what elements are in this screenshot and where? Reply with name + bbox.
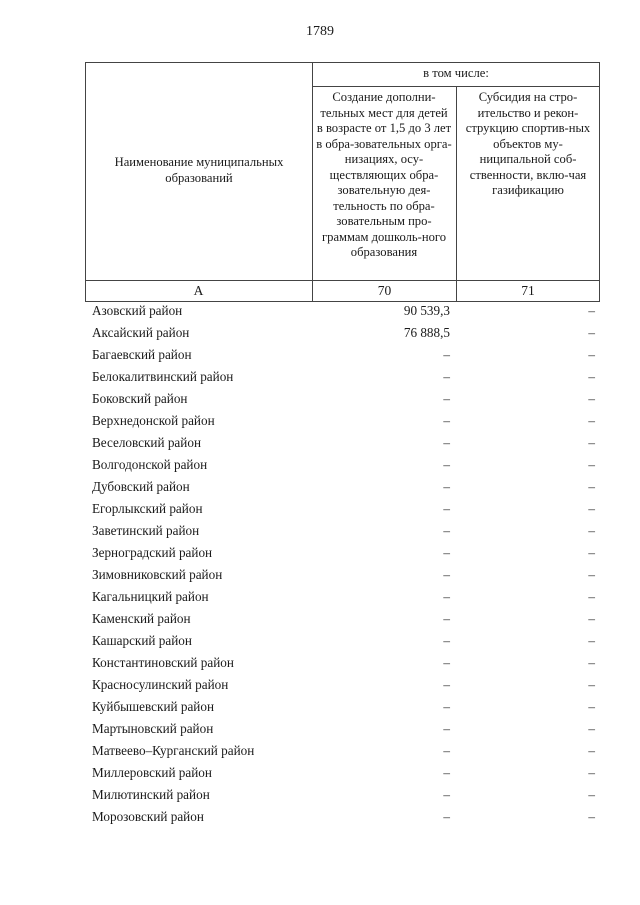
row-value-71: – bbox=[588, 523, 595, 538]
row-name: Каменский район bbox=[92, 611, 191, 626]
table-row bbox=[0, 435, 640, 457]
row-name: Дубовский район bbox=[92, 479, 190, 494]
index-70: 70 bbox=[377, 283, 392, 298]
row-value-70: – bbox=[443, 435, 450, 450]
header-divider-col2 bbox=[456, 86, 457, 302]
row-name: Матвеево–Курганский район bbox=[92, 743, 255, 758]
col-70-header: Создание дополни-тельных мест для детей в возрасте от 1,5 до 3 лет в обра-зовательных орга-низациях, осу-ществляющих обра-зовательную дея-тельность по обра-зовательным про-граммам дошколь-ного образования bbox=[316, 90, 452, 259]
col-71-header: Субсидия на стро-ительство и рекон-струкцию спортив-ных объектов му-ниципальной соб-ственности, вклю-чая газификацию bbox=[465, 90, 591, 197]
row-name: Белокалитвинский район bbox=[92, 369, 234, 384]
row-value-70: – bbox=[443, 369, 450, 384]
row-name: Заветинский район bbox=[92, 523, 200, 538]
row-name: Зимовниковский район bbox=[92, 567, 223, 582]
row-value-71: – bbox=[588, 809, 595, 824]
table-row bbox=[0, 677, 640, 699]
table-row bbox=[0, 325, 640, 347]
row-value-70: – bbox=[443, 633, 450, 648]
row-value-70: – bbox=[443, 677, 450, 692]
row-value-70: – bbox=[443, 721, 450, 736]
row-value-70: – bbox=[443, 545, 450, 560]
row-value-70: – bbox=[443, 611, 450, 626]
row-value-71: – bbox=[588, 677, 595, 692]
row-name: Веселовский район bbox=[92, 435, 201, 450]
header-border-left bbox=[85, 62, 86, 302]
row-value-71: – bbox=[588, 479, 595, 494]
row-value-70: – bbox=[443, 347, 450, 362]
row-name: Боковский район bbox=[92, 391, 188, 406]
row-value-71: – bbox=[588, 413, 595, 428]
row-value-71: – bbox=[588, 765, 595, 780]
row-name: Егорлыкский район bbox=[92, 501, 203, 516]
table-row bbox=[0, 809, 640, 831]
row-value-70: – bbox=[443, 765, 450, 780]
table-row bbox=[0, 545, 640, 567]
table-row bbox=[0, 633, 640, 655]
table-row bbox=[0, 589, 640, 611]
table-row bbox=[0, 743, 640, 765]
row-value-71: – bbox=[588, 347, 595, 362]
table-row bbox=[0, 479, 640, 501]
table-row bbox=[0, 611, 640, 633]
page-number: 1789 bbox=[306, 24, 334, 39]
row-value-71: – bbox=[588, 655, 595, 670]
table-row bbox=[0, 699, 640, 721]
row-value-70: 76 888,5 bbox=[403, 325, 450, 340]
row-value-70: – bbox=[443, 501, 450, 516]
row-name: Багаевский район bbox=[92, 347, 192, 362]
row-value-71: – bbox=[588, 589, 595, 604]
row-value-71: – bbox=[588, 303, 595, 318]
table-row bbox=[0, 501, 640, 523]
row-name: Азовский район bbox=[92, 303, 183, 318]
row-value-71: – bbox=[588, 325, 595, 340]
index-name: А bbox=[193, 283, 204, 298]
row-value-70: – bbox=[443, 457, 450, 472]
row-value-71: – bbox=[588, 633, 595, 648]
table-row bbox=[0, 347, 640, 369]
row-value-70: – bbox=[443, 699, 450, 714]
row-value-71: – bbox=[588, 435, 595, 450]
header-divider-index-top bbox=[85, 280, 600, 281]
index-71: 71 bbox=[521, 283, 535, 298]
row-value-71: – bbox=[588, 567, 595, 582]
row-value-70: – bbox=[443, 655, 450, 670]
col-name-header: Наименование муниципальных образований bbox=[114, 155, 284, 185]
row-value-70: – bbox=[443, 391, 450, 406]
table-row bbox=[0, 303, 640, 325]
header-border-bottom bbox=[85, 301, 600, 302]
table-row bbox=[0, 567, 640, 589]
row-name: Морозовский район bbox=[92, 809, 204, 824]
row-value-71: – bbox=[588, 369, 595, 384]
header-border-top bbox=[85, 62, 600, 63]
table-row bbox=[0, 787, 640, 809]
row-value-71: – bbox=[588, 545, 595, 560]
row-name: Волгодонской район bbox=[92, 457, 208, 472]
row-value-70: – bbox=[443, 589, 450, 604]
table-row bbox=[0, 765, 640, 787]
row-value-70: 90 539,3 bbox=[403, 303, 450, 318]
row-name: Милютинский район bbox=[92, 787, 210, 802]
header-divider-group bbox=[312, 86, 600, 87]
row-value-71: – bbox=[588, 699, 595, 714]
row-name: Мартыновский район bbox=[92, 721, 214, 736]
table-row bbox=[0, 457, 640, 479]
row-value-70: – bbox=[443, 413, 450, 428]
row-name: Миллеровский район bbox=[92, 765, 212, 780]
row-value-71: – bbox=[588, 721, 595, 736]
header-border-right bbox=[599, 62, 600, 302]
row-name: Аксайский район bbox=[92, 325, 190, 340]
row-value-71: – bbox=[588, 391, 595, 406]
row-value-71: – bbox=[588, 743, 595, 758]
table-row bbox=[0, 369, 640, 391]
row-name: Зерноградский район bbox=[92, 545, 213, 560]
row-name: Верхнедонской район bbox=[92, 413, 215, 428]
row-name: Красносулинский район bbox=[92, 677, 229, 692]
row-name: Кашарский район bbox=[92, 633, 192, 648]
row-name: Константиновский район bbox=[92, 655, 234, 670]
row-value-71: – bbox=[588, 611, 595, 626]
row-value-70: – bbox=[443, 809, 450, 824]
row-value-70: – bbox=[443, 567, 450, 582]
row-value-70: – bbox=[443, 787, 450, 802]
row-name: Куйбышевский район bbox=[92, 699, 215, 714]
table-row bbox=[0, 391, 640, 413]
row-name: Кагальницкий район bbox=[92, 589, 209, 604]
table-row bbox=[0, 413, 640, 435]
row-value-71: – bbox=[588, 457, 595, 472]
row-value-70: – bbox=[443, 479, 450, 494]
group-header: в том числе: bbox=[423, 66, 489, 80]
table-header bbox=[85, 62, 600, 302]
row-value-70: – bbox=[443, 743, 450, 758]
row-value-71: – bbox=[588, 501, 595, 516]
table-row bbox=[0, 721, 640, 743]
header-divider-col1 bbox=[312, 62, 313, 302]
row-value-71: – bbox=[588, 787, 595, 802]
row-value-70: – bbox=[443, 523, 450, 538]
table-row bbox=[0, 655, 640, 677]
table-row bbox=[0, 523, 640, 545]
